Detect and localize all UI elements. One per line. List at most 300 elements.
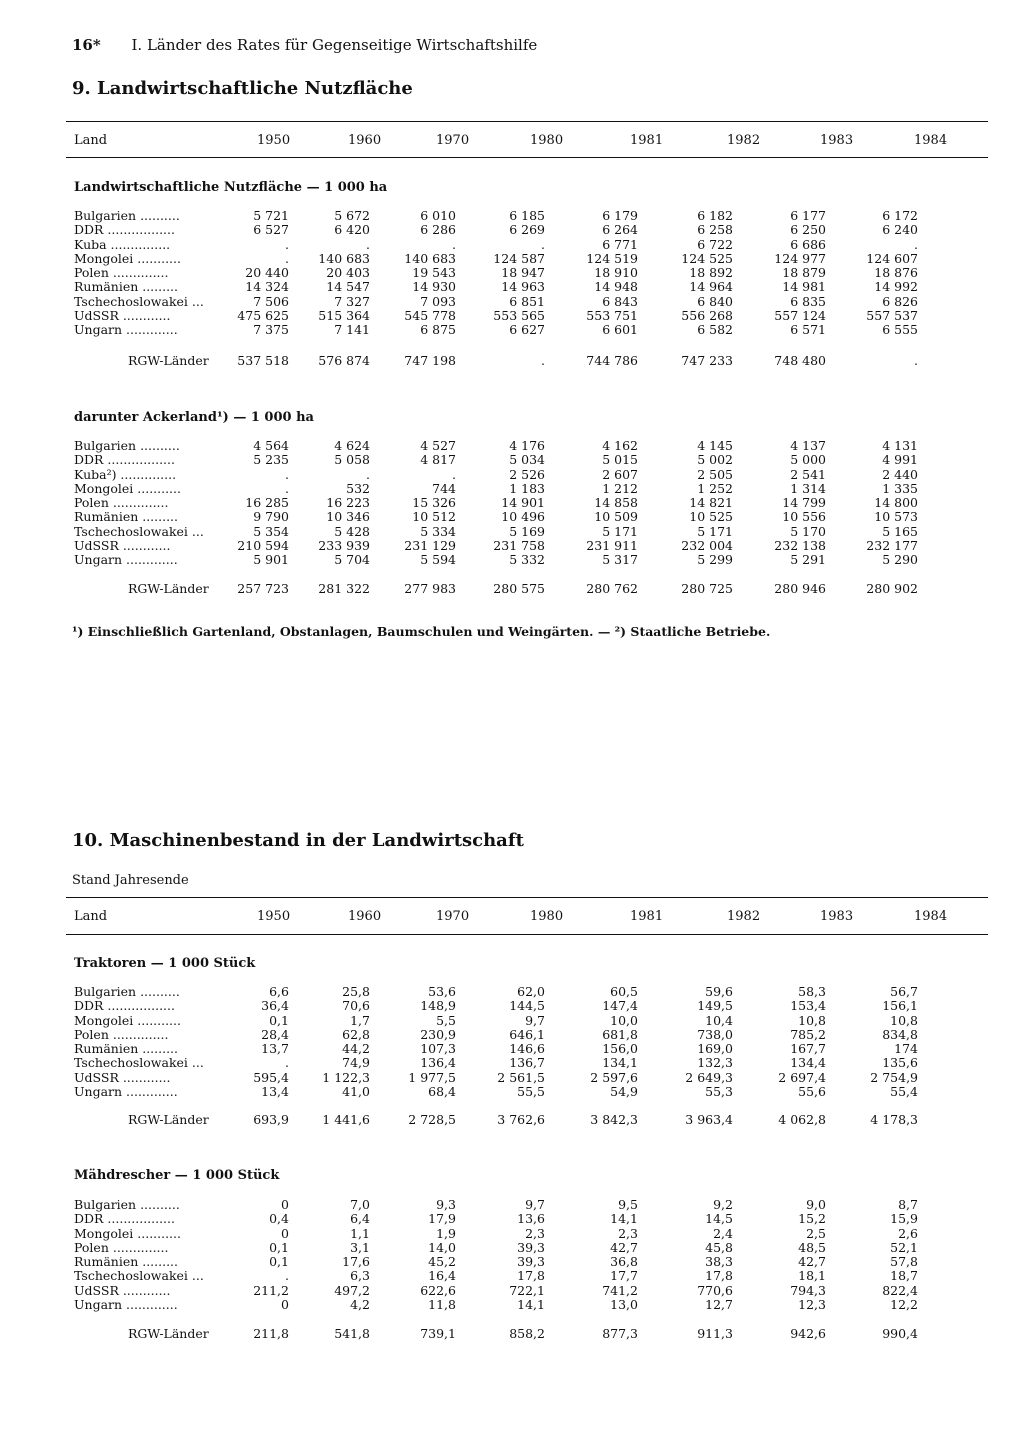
table-cell: 5,5 bbox=[436, 1012, 456, 1028]
total-cell: 281 322 bbox=[318, 581, 370, 596]
total-cell: 280 575 bbox=[493, 581, 545, 596]
table-cell: 0,1 bbox=[269, 1239, 289, 1255]
table-cell: 167,7 bbox=[790, 1041, 826, 1057]
table-cell: 55,4 bbox=[890, 1084, 918, 1100]
table-cell: 532 bbox=[346, 480, 370, 496]
table-cell: 1 335 bbox=[882, 480, 918, 496]
table-cell: 2 649,3 bbox=[685, 1069, 733, 1085]
table-cell: 12,2 bbox=[890, 1297, 918, 1313]
table-row bbox=[66, 209, 988, 223]
total-cell: 911,3 bbox=[697, 1326, 733, 1341]
table-cell: 5 704 bbox=[334, 552, 370, 568]
row-label: DDR ................. bbox=[74, 452, 175, 468]
column-header-year: 1981 bbox=[630, 133, 664, 148]
total-label: RGW-Länder bbox=[128, 1112, 209, 1127]
table-cell: 13,6 bbox=[517, 1211, 545, 1227]
table-cell: 1,9 bbox=[436, 1225, 456, 1241]
table-cell: 153,4 bbox=[790, 998, 826, 1014]
table9-top-rule bbox=[66, 121, 988, 122]
table-cell: 770,6 bbox=[697, 1282, 733, 1298]
table-cell: 4 162 bbox=[602, 438, 638, 453]
table10-group-1-rows bbox=[66, 985, 988, 1099]
table-cell: 6 571 bbox=[790, 322, 826, 338]
table-cell: 140 683 bbox=[318, 250, 370, 266]
table9-group-2-total bbox=[66, 581, 988, 597]
table-cell: 6 250 bbox=[790, 222, 826, 238]
table-cell: . bbox=[285, 480, 289, 496]
total-cell: 576 874 bbox=[318, 353, 370, 368]
table-cell: . bbox=[452, 236, 456, 252]
table-cell: 10,4 bbox=[705, 1012, 733, 1028]
table-cell: 15 326 bbox=[412, 495, 456, 511]
table-row bbox=[66, 482, 988, 496]
total-cell: 1 441,6 bbox=[322, 1112, 370, 1127]
table-cell: 10,0 bbox=[610, 1012, 638, 1028]
table-cell: 13,0 bbox=[610, 1297, 638, 1313]
total-cell: 211,8 bbox=[253, 1326, 289, 1341]
column-header-year: 1983 bbox=[820, 909, 854, 924]
table-cell: 11,8 bbox=[428, 1297, 456, 1313]
table-row bbox=[66, 453, 988, 467]
table-row bbox=[66, 539, 988, 553]
table-cell: 39,3 bbox=[517, 1254, 545, 1270]
table-cell: 14 948 bbox=[594, 279, 638, 295]
table-cell: 6 601 bbox=[602, 322, 638, 338]
table9-group-1-total bbox=[66, 353, 988, 369]
table-row bbox=[66, 238, 988, 252]
table-cell: 55,5 bbox=[517, 1084, 545, 1100]
table-cell: 6 010 bbox=[420, 208, 456, 223]
table-cell: 4 131 bbox=[882, 438, 918, 453]
table-cell: 124 519 bbox=[586, 250, 638, 266]
table-cell: 557 537 bbox=[866, 308, 918, 324]
table-cell: 14 324 bbox=[245, 279, 289, 295]
table-cell: 1,7 bbox=[350, 1012, 370, 1028]
table-row bbox=[66, 1298, 988, 1312]
table-cell: 156,0 bbox=[602, 1041, 638, 1057]
row-label: UdSSR ............ bbox=[74, 1069, 171, 1085]
table-cell: 2,6 bbox=[898, 1225, 918, 1241]
table-row bbox=[66, 1269, 988, 1283]
row-label: DDR ................. bbox=[74, 1211, 175, 1227]
running-header bbox=[72, 36, 537, 54]
table-cell: 70,6 bbox=[342, 998, 370, 1014]
total-label: RGW-Länder bbox=[128, 1326, 209, 1341]
table-cell: 12,7 bbox=[705, 1297, 733, 1313]
table9-footnote: ¹) Einschließlich Gartenland, Obstanlagen, Baumschulen und Weingärten. — ²) Staatliche Betriebe. bbox=[72, 624, 771, 639]
table-cell: 3,1 bbox=[350, 1239, 370, 1255]
table-cell: 5 291 bbox=[790, 552, 826, 568]
table-cell: 7 375 bbox=[253, 322, 289, 338]
total-cell: 4 178,3 bbox=[870, 1112, 918, 1127]
table-cell: 14 963 bbox=[501, 279, 545, 295]
total-cell: 277 983 bbox=[404, 581, 456, 596]
table-cell: 1 252 bbox=[697, 480, 733, 496]
table-row bbox=[66, 1056, 988, 1070]
table-cell: 135,6 bbox=[882, 1055, 918, 1071]
table-cell: 14 799 bbox=[782, 495, 826, 511]
table-cell: 17,8 bbox=[517, 1268, 545, 1284]
table-row bbox=[66, 1085, 988, 1099]
table-cell: 14 858 bbox=[594, 495, 638, 511]
page-number: 16* bbox=[72, 36, 101, 54]
table-cell: 5 901 bbox=[253, 552, 289, 568]
table-cell: 6 840 bbox=[697, 293, 733, 309]
table10-top-rule bbox=[66, 897, 988, 898]
table-row bbox=[66, 1284, 988, 1298]
table-cell: 7 327 bbox=[334, 293, 370, 309]
row-label: Mongolei ........... bbox=[74, 250, 181, 266]
table-row bbox=[66, 985, 988, 999]
column-header-year: 1983 bbox=[820, 133, 854, 148]
table-cell: 497,2 bbox=[334, 1282, 370, 1298]
column-header-year: 1950 bbox=[257, 133, 291, 148]
table-cell: 16,4 bbox=[428, 1268, 456, 1284]
table9-group-1-rows bbox=[66, 209, 988, 338]
table10-group-2-total bbox=[66, 1326, 988, 1342]
table-cell: 107,3 bbox=[420, 1041, 456, 1057]
table-cell: 5 672 bbox=[334, 208, 370, 223]
table-cell: 132,3 bbox=[697, 1055, 733, 1071]
table-cell: 124 977 bbox=[774, 250, 826, 266]
table-cell: 545 778 bbox=[404, 308, 456, 324]
table-cell: 6 835 bbox=[790, 293, 826, 309]
table-cell: 2,4 bbox=[713, 1225, 733, 1241]
table-cell: 6 555 bbox=[882, 322, 918, 338]
table-cell: 5 594 bbox=[420, 552, 456, 568]
table-cell: 0,4 bbox=[269, 1211, 289, 1227]
row-label: Ungarn ............. bbox=[74, 1084, 178, 1100]
table-cell: 233 939 bbox=[318, 538, 370, 554]
table-cell: 14,1 bbox=[610, 1211, 638, 1227]
table-cell: 17,8 bbox=[705, 1268, 733, 1284]
table-cell: 6 722 bbox=[697, 236, 733, 252]
table-cell: 10 573 bbox=[874, 509, 918, 525]
table-cell: 10 509 bbox=[594, 509, 638, 525]
table-row bbox=[66, 1255, 988, 1269]
table-row bbox=[66, 999, 988, 1013]
table-cell: 5 015 bbox=[602, 452, 638, 468]
table-cell: 169,0 bbox=[697, 1041, 733, 1057]
table-cell: 6 771 bbox=[602, 236, 638, 252]
table-cell: 10,8 bbox=[890, 1012, 918, 1028]
table-row bbox=[66, 1071, 988, 1085]
table-cell: 0,1 bbox=[269, 1254, 289, 1270]
total-cell: 693,9 bbox=[253, 1112, 289, 1127]
table-cell: 5 334 bbox=[420, 523, 456, 539]
table-cell: 210 594 bbox=[237, 538, 289, 554]
table-cell: 681,8 bbox=[602, 1026, 638, 1042]
total-cell: 4 062,8 bbox=[778, 1112, 826, 1127]
table-row bbox=[66, 252, 988, 266]
table-cell: 19 543 bbox=[412, 265, 456, 281]
table-cell: 10 346 bbox=[326, 509, 370, 525]
row-label: Polen .............. bbox=[74, 1026, 169, 1042]
table-cell: 5 171 bbox=[697, 523, 733, 539]
column-header-year: 1984 bbox=[914, 909, 948, 924]
table-cell: 6 843 bbox=[602, 293, 638, 309]
row-label: Polen .............. bbox=[74, 1239, 169, 1255]
table-cell: 14 992 bbox=[874, 279, 918, 295]
table-cell: 2 597,6 bbox=[590, 1069, 638, 1085]
table-cell: 4,2 bbox=[350, 1297, 370, 1313]
table-cell: 744 bbox=[432, 480, 456, 496]
table-cell: 0 bbox=[281, 1225, 289, 1241]
table-cell: 6 851 bbox=[509, 293, 545, 309]
table-cell: 741,2 bbox=[602, 1282, 638, 1298]
table-cell: 14 547 bbox=[326, 279, 370, 295]
total-cell: 280 762 bbox=[586, 581, 638, 596]
table-cell: 231 758 bbox=[493, 538, 545, 554]
table-cell: 140 683 bbox=[404, 250, 456, 266]
table-cell: 722,1 bbox=[509, 1282, 545, 1298]
table-cell: 834,8 bbox=[882, 1026, 918, 1042]
table-cell: 6,4 bbox=[350, 1211, 370, 1227]
table-cell: 9 790 bbox=[253, 509, 289, 525]
table-cell: 10 512 bbox=[412, 509, 456, 525]
row-label: Mongolei ........... bbox=[74, 1225, 181, 1241]
column-header-year: 1970 bbox=[436, 133, 470, 148]
table-row bbox=[66, 1014, 988, 1028]
table-cell: 18 879 bbox=[782, 265, 826, 281]
table-cell: 6 182 bbox=[697, 208, 733, 223]
table-cell: 5 299 bbox=[697, 552, 733, 568]
table-cell: 14,0 bbox=[428, 1239, 456, 1255]
total-cell: 280 725 bbox=[681, 581, 733, 596]
table-cell: 148,9 bbox=[420, 998, 456, 1014]
table-cell: 28,4 bbox=[261, 1026, 289, 1042]
table-cell: 144,5 bbox=[509, 998, 545, 1014]
table-cell: 14,1 bbox=[517, 1297, 545, 1313]
table-cell: 54,9 bbox=[610, 1084, 638, 1100]
table-cell: 6 627 bbox=[509, 322, 545, 338]
table-cell: 794,3 bbox=[790, 1282, 826, 1298]
table-cell: 2,3 bbox=[618, 1225, 638, 1241]
total-cell: 537 518 bbox=[237, 353, 289, 368]
table-cell: 55,6 bbox=[798, 1084, 826, 1100]
row-label: Kuba²) .............. bbox=[74, 466, 177, 482]
row-label: Rumänien ......... bbox=[74, 1254, 178, 1270]
table9-title: 9. Landwirtschaftliche Nutzfläche bbox=[72, 78, 413, 99]
row-label: UdSSR ............ bbox=[74, 308, 171, 324]
table-cell: . bbox=[541, 236, 545, 252]
table-cell: 2 440 bbox=[882, 466, 918, 482]
table-cell: 231 129 bbox=[404, 538, 456, 554]
table-cell: 14 964 bbox=[689, 279, 733, 295]
table-cell: 6 264 bbox=[602, 222, 638, 238]
table-cell: 7 141 bbox=[334, 322, 370, 338]
table-cell: 1 212 bbox=[602, 480, 638, 496]
column-header-land: Land bbox=[74, 133, 108, 148]
table-cell: . bbox=[285, 1268, 289, 1284]
table-cell: 5 290 bbox=[882, 552, 918, 568]
table-cell: 553 565 bbox=[493, 308, 545, 324]
table-cell: 515 364 bbox=[318, 308, 370, 324]
table-row bbox=[66, 496, 988, 510]
total-cell: 942,6 bbox=[790, 1326, 826, 1341]
table-cell: 4 176 bbox=[509, 438, 545, 453]
table-cell: . bbox=[366, 236, 370, 252]
table-row bbox=[66, 280, 988, 294]
row-label: Tschechoslowakei ... bbox=[74, 1268, 204, 1284]
table-cell: 1 977,5 bbox=[408, 1069, 456, 1085]
table-row bbox=[66, 1028, 988, 1042]
table10-title: 10. Maschinenbestand in der Landwirtschaft bbox=[72, 830, 524, 851]
table-cell: 5 317 bbox=[602, 552, 638, 568]
table-cell: 7 506 bbox=[253, 293, 289, 309]
table-cell: 5 169 bbox=[509, 523, 545, 539]
table-row bbox=[66, 1227, 988, 1241]
row-label: Tschechoslowakei ... bbox=[74, 523, 204, 539]
table-cell: 44,2 bbox=[342, 1041, 370, 1057]
column-header-year: 1980 bbox=[530, 909, 564, 924]
row-label: Rumänien ......... bbox=[74, 509, 178, 525]
row-label: Mongolei ........... bbox=[74, 1012, 181, 1028]
total-cell: 3 963,4 bbox=[685, 1112, 733, 1127]
table-cell: 45,8 bbox=[705, 1239, 733, 1255]
column-header-year: 1960 bbox=[348, 909, 382, 924]
table-cell: 18 910 bbox=[594, 265, 638, 281]
column-header-year: 1982 bbox=[727, 909, 761, 924]
table-cell: 211,2 bbox=[253, 1282, 289, 1298]
total-cell: 748 480 bbox=[774, 353, 826, 368]
table-cell: 2 526 bbox=[509, 466, 545, 482]
table-cell: 7,0 bbox=[350, 1197, 370, 1212]
table-cell: 68,4 bbox=[428, 1084, 456, 1100]
table-cell: 5 721 bbox=[253, 208, 289, 223]
table-row bbox=[66, 323, 988, 337]
row-label: Bulgarien .......... bbox=[74, 208, 180, 223]
table-cell: 475 625 bbox=[237, 308, 289, 324]
table-cell: 18 892 bbox=[689, 265, 733, 281]
table-cell: 5 235 bbox=[253, 452, 289, 468]
table-cell: 10,8 bbox=[798, 1012, 826, 1028]
total-cell: 280 902 bbox=[866, 581, 918, 596]
table-row bbox=[66, 553, 988, 567]
table-cell: 9,5 bbox=[618, 1197, 638, 1212]
table-cell: 4 991 bbox=[882, 452, 918, 468]
column-header-land: Land bbox=[74, 909, 108, 924]
table-cell: 9,2 bbox=[713, 1197, 733, 1212]
table-cell: 4 137 bbox=[790, 438, 826, 453]
table-row bbox=[66, 295, 988, 309]
table9-group-heading-2: darunter Ackerland¹) — 1 000 ha bbox=[74, 410, 314, 425]
table-cell: 74,9 bbox=[342, 1055, 370, 1071]
table-cell: 16 223 bbox=[326, 495, 370, 511]
table-cell: 45,2 bbox=[428, 1254, 456, 1270]
table-cell: 4 527 bbox=[420, 438, 456, 453]
total-cell: . bbox=[541, 353, 545, 368]
column-header-year: 1981 bbox=[630, 909, 664, 924]
row-label: Kuba ............... bbox=[74, 236, 171, 252]
table-cell: 18,1 bbox=[798, 1268, 826, 1284]
table-cell: 62,8 bbox=[342, 1026, 370, 1042]
table-cell: 6 172 bbox=[882, 208, 918, 223]
row-label: Bulgarien .......... bbox=[74, 438, 180, 453]
total-cell: 257 723 bbox=[237, 581, 289, 596]
table10-head-rule bbox=[66, 934, 988, 935]
table-cell: 13,7 bbox=[261, 1041, 289, 1057]
table-cell: . bbox=[285, 236, 289, 252]
column-header-year: 1980 bbox=[530, 133, 564, 148]
table-cell: 56,7 bbox=[890, 984, 918, 999]
table-cell: 5 058 bbox=[334, 452, 370, 468]
row-label: Mongolei ........... bbox=[74, 480, 181, 496]
table-cell: 738,0 bbox=[697, 1026, 733, 1042]
table-cell: 232 004 bbox=[681, 538, 733, 554]
table-cell: 8,7 bbox=[898, 1197, 918, 1212]
table10-group-heading-1: Traktoren — 1 000 Stück bbox=[74, 956, 256, 971]
table-cell: 231 911 bbox=[586, 538, 638, 554]
table-cell: 6 420 bbox=[334, 222, 370, 238]
table-cell: 1,1 bbox=[350, 1225, 370, 1241]
total-cell: 739,1 bbox=[420, 1326, 456, 1341]
table-cell: 17,7 bbox=[610, 1268, 638, 1284]
table-row bbox=[66, 439, 988, 453]
column-header-year: 1982 bbox=[727, 133, 761, 148]
table-cell: 42,7 bbox=[798, 1254, 826, 1270]
table-cell: 4 817 bbox=[420, 452, 456, 468]
table-cell: 6 686 bbox=[790, 236, 826, 252]
column-header-year: 1950 bbox=[257, 909, 291, 924]
table-cell: 14 930 bbox=[412, 279, 456, 295]
table-row bbox=[66, 223, 988, 237]
table-cell: 25,8 bbox=[342, 984, 370, 999]
table-cell: 6 269 bbox=[509, 222, 545, 238]
table-cell: 1 122,3 bbox=[322, 1069, 370, 1085]
table-cell: 18,7 bbox=[890, 1268, 918, 1284]
table-cell: 124 607 bbox=[866, 250, 918, 266]
table10-subtitle: Stand Jahresende bbox=[72, 873, 189, 888]
row-label: Bulgarien .......... bbox=[74, 1197, 180, 1212]
row-label: UdSSR ............ bbox=[74, 538, 171, 554]
table-cell: 5 034 bbox=[509, 452, 545, 468]
table-cell: 14 901 bbox=[501, 495, 545, 511]
table-cell: . bbox=[914, 236, 918, 252]
total-cell: 2 728,5 bbox=[408, 1112, 456, 1127]
table-row bbox=[66, 1212, 988, 1226]
table-cell: 62,0 bbox=[517, 984, 545, 999]
table-cell: 232 177 bbox=[866, 538, 918, 554]
table-cell: 622,6 bbox=[420, 1282, 456, 1298]
table-cell: 9,0 bbox=[806, 1197, 826, 1212]
table-cell: 13,4 bbox=[261, 1084, 289, 1100]
table-cell: 0 bbox=[281, 1197, 289, 1212]
table-cell: 5 332 bbox=[509, 552, 545, 568]
table-cell: 2 754,9 bbox=[870, 1069, 918, 1085]
table-cell: 41,0 bbox=[342, 1084, 370, 1100]
total-cell: 541,8 bbox=[334, 1326, 370, 1341]
column-header-year: 1984 bbox=[914, 133, 948, 148]
row-label: Rumänien ......... bbox=[74, 279, 178, 295]
table-cell: 36,8 bbox=[610, 1254, 638, 1270]
table-cell: 48,5 bbox=[798, 1239, 826, 1255]
row-label: Rumänien ......... bbox=[74, 1041, 178, 1057]
table-cell: 36,4 bbox=[261, 998, 289, 1014]
table-cell: 2,5 bbox=[806, 1225, 826, 1241]
row-label: Bulgarien .......... bbox=[74, 984, 180, 999]
table-cell: 6,3 bbox=[350, 1268, 370, 1284]
table-cell: 5 165 bbox=[882, 523, 918, 539]
table-cell: . bbox=[366, 466, 370, 482]
table9-group-2-rows bbox=[66, 439, 988, 568]
table9-head-rule bbox=[66, 157, 988, 158]
table-cell: . bbox=[285, 466, 289, 482]
table-cell: 6 240 bbox=[882, 222, 918, 238]
table-cell: 4 145 bbox=[697, 438, 733, 453]
table-cell: 15,2 bbox=[798, 1211, 826, 1227]
table-cell: 6 185 bbox=[509, 208, 545, 223]
